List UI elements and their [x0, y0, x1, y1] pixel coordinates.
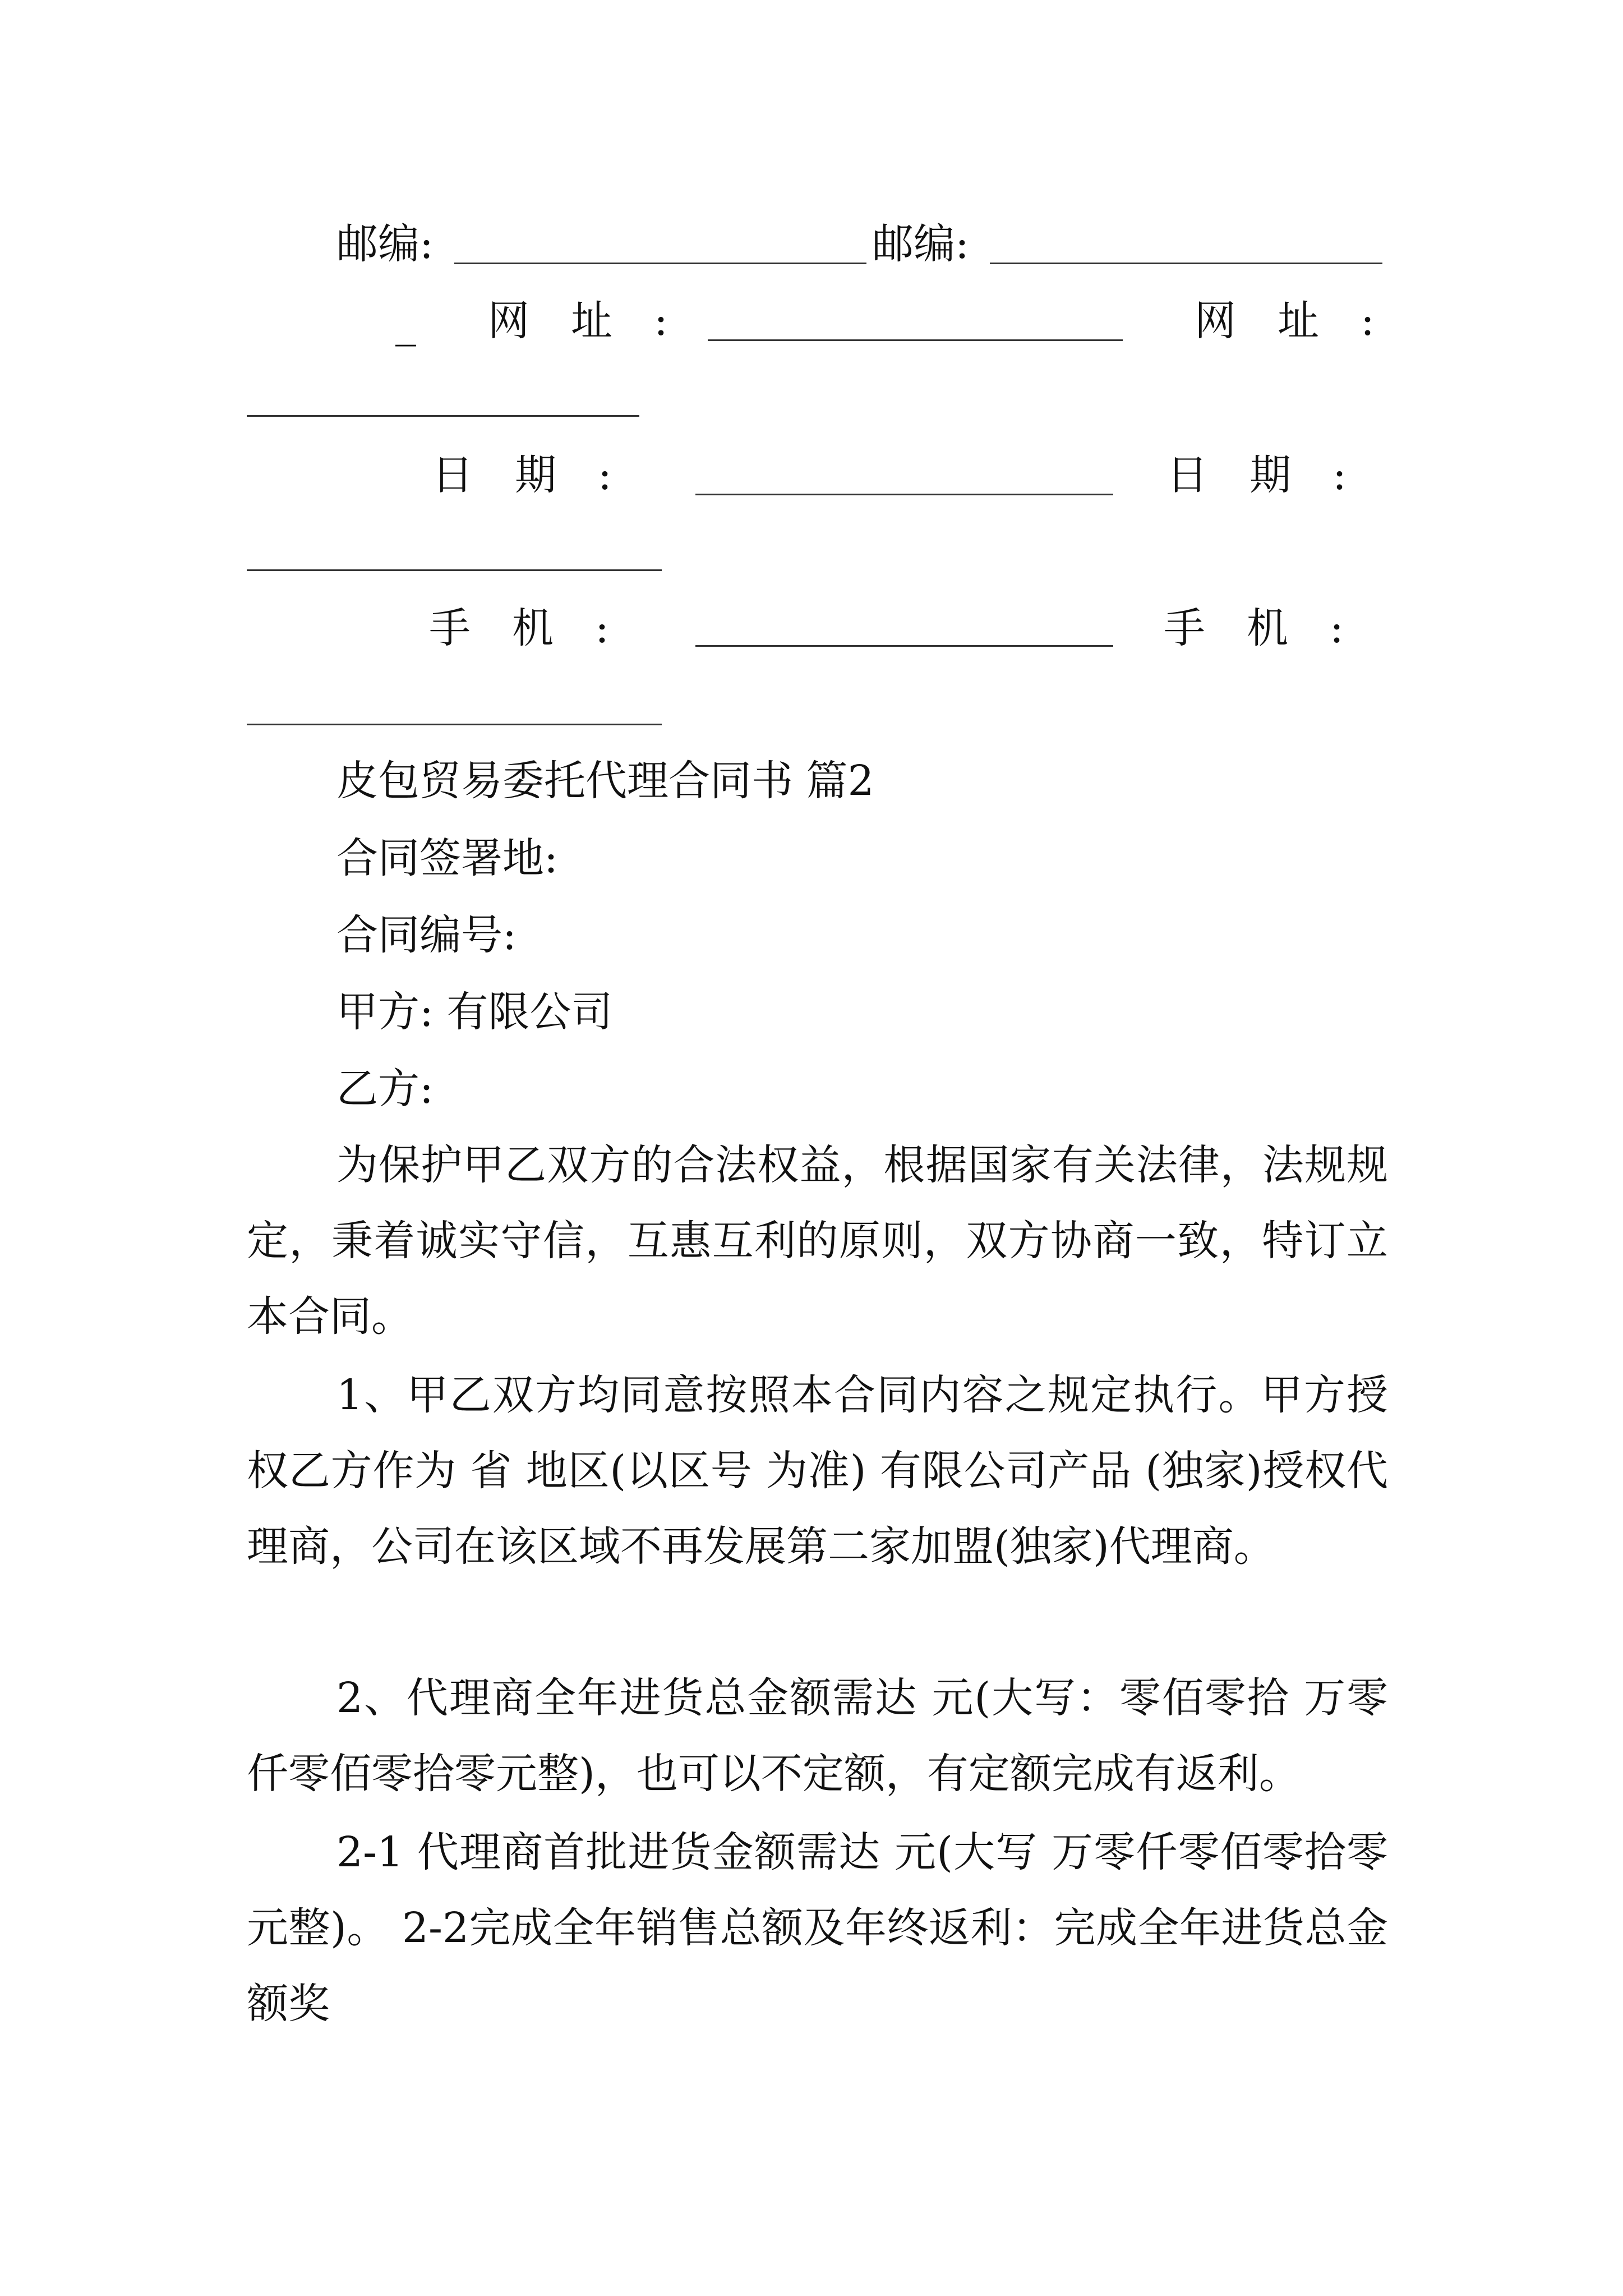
paragraph-clause-1: 1、甲乙双方均同意按照本合同内容之规定执行。甲方授权乙方作为 省 地区(以区号 为准) 有限公司产品 (独家)授权代理商，公司在该区域不再发展第二家加盟(独家)代理商。: [247, 1371, 1388, 1571]
website-label-party-b: 网 址 :: [1195, 297, 1375, 345]
postcode-blank-party-b: [990, 263, 1382, 264]
paragraph-preamble: 为保护甲乙双方的合法权益，根据国家有关法律，法规规定，秉着诚实守信，互惠互利的原则，双方协商一致，特订立本合同。: [247, 1141, 1388, 1341]
website-label-party-a: 网 址 :: [488, 297, 668, 345]
date-blank-party-a: [695, 494, 1113, 495]
mobile-blank-party-a: [695, 645, 1113, 647]
postcode-label-party-a: 邮编:: [336, 220, 434, 268]
party-b: 乙方:: [336, 1065, 434, 1113]
contract-number: 合同编号:: [336, 911, 517, 959]
mobile-label-party-b: 手 机 :: [1164, 604, 1344, 652]
party-a: 甲方: 有限公司: [336, 988, 613, 1036]
website-blank-party-b: [247, 415, 639, 417]
contract-title: 皮包贸易委托代理合同书 篇2: [336, 757, 874, 805]
paragraph-clause-2-1: 2-1 代理商首批进货金额需达 元(大写 万零仟零佰零拾零元整)。 2-2完成全年销售总额及年终返利：完成全年进货总金额奖: [247, 1828, 1388, 2028]
postcode-label-party-b: 邮编:: [872, 220, 969, 268]
website-dash: _: [395, 298, 416, 347]
mobile-blank-party-b: [247, 724, 662, 725]
date-blank-party-b: [247, 569, 662, 571]
mobile-label-party-a: 手 机 :: [429, 604, 609, 652]
website-blank-party-a: [708, 339, 1123, 341]
postcode-blank-party-a: [454, 263, 866, 264]
paragraph-clause-2: 2、代理商全年进货总金额需达 元(大写：零佰零拾 万零仟零佰零拾零元整)，也可以不定额，有定额完成有返利。: [247, 1674, 1388, 1798]
date-label-party-b: 日 期 :: [1166, 451, 1347, 499]
date-label-party-a: 日 期 :: [432, 451, 612, 499]
signing-place: 合同签署地:: [336, 834, 558, 882]
